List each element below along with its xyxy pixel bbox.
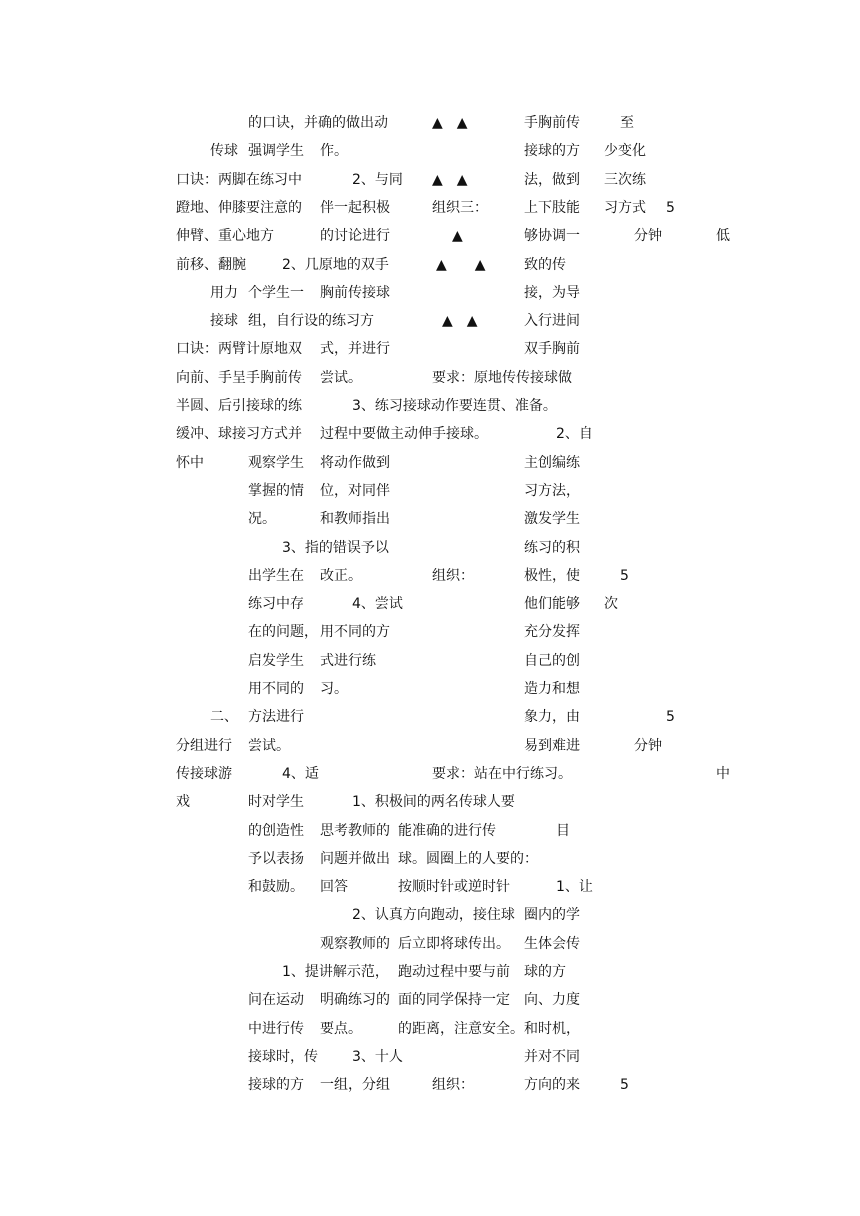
text-fragment: 蹬地、伸膝要注意的 xyxy=(176,199,302,216)
text-fragment: 将动作做到 xyxy=(320,454,390,471)
text-fragment: 组，自行设的练习方 xyxy=(248,313,374,330)
text-fragment: 他们能够 xyxy=(524,596,580,613)
text-fragment: 5 xyxy=(666,199,675,216)
text-fragment: 接球的方 xyxy=(248,1077,304,1094)
text-fragment: 的讨论进行 xyxy=(320,228,390,245)
text-fragment: 能准确的进行传 xyxy=(398,822,496,839)
text-fragment: 后立即将球传出。 xyxy=(398,935,510,952)
text-fragment: 二、 xyxy=(210,709,238,726)
text-fragment: 练习中存 xyxy=(248,596,304,613)
text-fragment: 个学生一 xyxy=(248,284,304,301)
text-fragment: ▲ ▲ xyxy=(436,256,486,273)
text-fragment: 造力和想 xyxy=(524,681,580,697)
text-fragment: 方向的来 xyxy=(524,1077,580,1094)
text-fragment: 主创编练 xyxy=(524,454,580,471)
text-fragment: 分组进行 xyxy=(176,737,232,754)
text-fragment: 和鼓励。 xyxy=(248,879,304,896)
text-fragment: 要求：站在中行练习。 xyxy=(432,765,572,782)
text-fragment: 按顺时针或逆时针 xyxy=(398,879,510,896)
text-fragment: 象力，由 xyxy=(524,709,580,726)
text-fragment: 激发学生 xyxy=(524,511,580,528)
text-fragment: 1、让 xyxy=(556,879,593,896)
text-fragment: 三次练 xyxy=(604,171,646,188)
text-fragment: 方法进行 xyxy=(248,709,304,726)
text-fragment: 法，做到 xyxy=(524,171,580,188)
text-fragment: 过程中要做主动伸手接球。 xyxy=(320,426,488,443)
text-fragment: 胸前传接球 xyxy=(320,284,390,301)
text-fragment: 3、十人 xyxy=(352,1048,403,1065)
text-fragment: 式，并进行 xyxy=(320,341,390,358)
text-fragment: 上下肢能 xyxy=(524,199,580,216)
text-fragment: 况。 xyxy=(248,511,276,528)
text-fragment: 够协调一 xyxy=(524,228,580,245)
text-fragment: ▲ ▲ xyxy=(432,171,468,188)
text-fragment: 缓冲、球接习方式并 xyxy=(176,426,302,443)
text-fragment: 用不同的方 xyxy=(320,624,390,641)
text-fragment: 易到难进 xyxy=(524,737,580,754)
text-fragment: 前移、翻腕 xyxy=(176,256,246,273)
text-fragment: 自己的创 xyxy=(524,652,580,669)
text-fragment: 在的问题， xyxy=(248,624,318,641)
text-fragment: 和教师指出 xyxy=(320,511,390,528)
text-fragment: 1、积极间的两名传球人要 xyxy=(352,794,515,811)
text-fragment: 尝试。 xyxy=(248,737,290,754)
text-fragment: 少变化 xyxy=(604,143,646,160)
text-fragment: 4、尝试 xyxy=(352,596,403,613)
text-fragment: 回答 xyxy=(320,879,348,896)
text-fragment: 和时机， xyxy=(524,1020,580,1037)
text-fragment: 明确练习的 xyxy=(320,992,390,1009)
text-fragment: 习方法， xyxy=(524,482,580,499)
text-fragment: 面的同学保持一定 xyxy=(398,992,510,1009)
text-fragment: 强调学生 xyxy=(248,143,304,160)
text-fragment: 组织： xyxy=(432,1077,474,1094)
text-fragment: 5 xyxy=(620,567,629,584)
text-fragment: 中进行传 xyxy=(248,1020,304,1037)
text-fragment: 练习的积 xyxy=(524,539,580,556)
text-fragment: 接球 xyxy=(210,313,238,330)
text-fragment: 分钟 xyxy=(634,228,662,245)
text-fragment: 观察教师的 xyxy=(320,935,390,952)
text-fragment: 球的方 xyxy=(524,964,566,980)
text-fragment: 尝试。 xyxy=(320,369,362,386)
text-fragment: 致的传 xyxy=(524,256,566,273)
text-fragment: 掌握的情 xyxy=(248,482,304,499)
text-fragment: 习。 xyxy=(320,681,348,697)
text-fragment: 式进行练 xyxy=(320,652,376,669)
text-fragment: 传球 xyxy=(210,143,238,160)
text-fragment: 改正。 xyxy=(320,567,362,584)
text-fragment: 充分发挥 xyxy=(524,624,580,641)
text-fragment: 圈内的学 xyxy=(524,907,580,924)
text-fragment: 向前、手呈手胸前传 xyxy=(176,369,302,386)
text-fragment: 4、适 xyxy=(282,765,319,782)
text-fragment: 至 xyxy=(620,115,634,131)
text-fragment: 传接球游 xyxy=(176,765,232,782)
text-fragment: 接球时，传 xyxy=(248,1048,318,1065)
text-fragment: ▲ ▲ xyxy=(432,115,468,131)
text-fragment: 极性，使 xyxy=(524,567,580,584)
text-fragment: 口诀：两脚在练习中 xyxy=(176,171,302,188)
text-fragment: 观察学生 xyxy=(248,454,304,471)
text-fragment: 接球的方 xyxy=(524,143,580,160)
text-fragment: 予以表扬 xyxy=(248,850,304,867)
text-fragment: 要求：原地传传接球做 xyxy=(432,369,572,386)
text-fragment: 用不同的 xyxy=(248,681,304,697)
text-fragment: 时对学生 xyxy=(248,794,304,811)
text-fragment: 跑动过程中要与前 xyxy=(398,964,510,980)
text-fragment: 并对不同 xyxy=(524,1048,580,1065)
text-fragment: ▲ xyxy=(452,228,463,245)
text-fragment: 2、自 xyxy=(556,426,593,443)
text-fragment: 口诀：两臂计原地双 xyxy=(176,341,302,358)
text-fragment: 位，对同伴 xyxy=(320,482,390,499)
text-fragment: 习方式 xyxy=(604,199,646,216)
text-fragment: 2、几原地的双手 xyxy=(282,256,389,273)
text-fragment: 的创造性 xyxy=(248,822,304,839)
text-fragment: 3、练习接球动作要连贯、准备。 xyxy=(352,398,557,414)
text-fragment: 伸臂、重心地方 xyxy=(176,228,274,245)
text-fragment: 次 xyxy=(604,596,618,613)
text-fragment: 问题并做出 xyxy=(320,850,390,867)
text-fragment: 的口诀，并确的做出动 xyxy=(248,115,388,131)
text-fragment: 思考教师的 xyxy=(320,822,390,839)
text-fragment: 1、提讲解示范， xyxy=(282,964,389,980)
text-fragment: 用力 xyxy=(210,284,238,301)
text-fragment: 戏 xyxy=(176,794,190,811)
text-fragment: 目 xyxy=(556,822,570,839)
text-fragment: 出学生在 xyxy=(248,567,304,584)
text-fragment: 作。 xyxy=(320,143,348,160)
text-fragment: 向、力度 xyxy=(524,992,580,1009)
text-fragment: 中 xyxy=(716,765,730,782)
text-fragment: 低 xyxy=(716,228,730,245)
text-fragment: 组织三： xyxy=(432,199,488,216)
text-fragment: 接，为导 xyxy=(524,284,580,301)
text-fragment: 2、与同 xyxy=(352,171,403,188)
text-fragment: 启发学生 xyxy=(248,652,304,669)
text-fragment: 3、指的错误予以 xyxy=(282,539,389,556)
text-fragment: ▲ ▲ xyxy=(442,313,478,330)
text-fragment: 怀中 xyxy=(176,454,204,471)
text-fragment: 5 xyxy=(620,1077,629,1094)
text-fragment: 组织： xyxy=(432,567,474,584)
text-fragment: 半圆、后引接球的练 xyxy=(176,398,302,414)
text-fragment: 手胸前传 xyxy=(524,115,580,131)
text-fragment: 分钟 xyxy=(634,737,662,754)
text-fragment: 双手胸前 xyxy=(524,341,580,358)
text-fragment: 5 xyxy=(666,709,675,726)
text-fragment: 伴一起积极 xyxy=(320,199,390,216)
text-fragment: 要点。 xyxy=(320,1020,362,1037)
text-fragment: 的距离，注意安全。 xyxy=(398,1020,524,1037)
text-fragment: 生体会传 xyxy=(524,935,580,952)
text-fragment: 问在运动 xyxy=(248,992,304,1009)
text-fragment: 一组，分组 xyxy=(320,1077,390,1094)
text-fragment: 入行进间 xyxy=(524,313,580,330)
text-fragment: 球。圆圈上的人要的： xyxy=(398,850,538,867)
text-fragment: 2、认真方向跑动，接住球 xyxy=(352,907,515,924)
